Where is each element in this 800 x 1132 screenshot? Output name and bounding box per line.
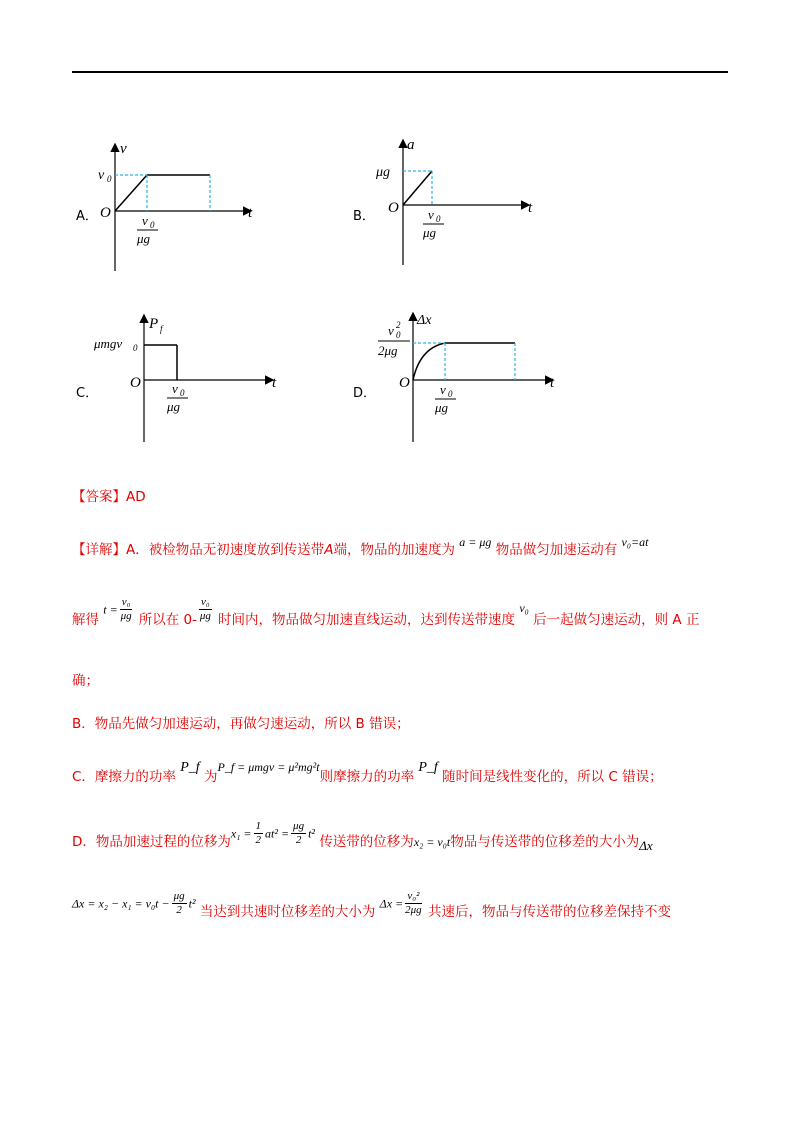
- graph-a-ylabel: v: [120, 141, 127, 157]
- graph-d-xtick-num: v: [440, 382, 446, 397]
- graph-b-ytick: μg: [376, 165, 391, 180]
- formula-v0-eq-at: v₀=at: [621, 535, 649, 549]
- fraction-v0-over-mug-2: $\frac{\text{v₀}}{\mu g}$: [199, 596, 211, 622]
- graph-a-origin: O: [100, 205, 111, 221]
- detail-text: 端，物品的加速度为: [333, 542, 455, 558]
- graph-b-origin: O: [388, 200, 399, 216]
- header-rule: [72, 71, 728, 73]
- detail-text: 随时间是线性变化的，所以 C 错误；: [442, 769, 663, 785]
- graph-a: [90, 135, 270, 275]
- option-d-label: D．: [353, 386, 377, 401]
- fraction-v0-over-mug: $\frac{\text{v₀}}{\mu g}$: [120, 596, 132, 622]
- graph-b-xlabel: t: [528, 200, 533, 216]
- formula-t-eq: t =: [103, 602, 118, 617]
- graph-a-xlabel: t: [248, 205, 253, 221]
- option-b-label: B．: [353, 209, 375, 224]
- detail-tag: 【详解】: [72, 542, 126, 558]
- detail-text: C．摩擦力的功率: [72, 769, 176, 785]
- answer-value: AD: [126, 489, 146, 505]
- answer-line: [72, 485, 146, 505]
- detail-text: 共速后，物品与传送带的位移差保持不变: [427, 903, 671, 920]
- graph-d-ytick-num: v: [388, 323, 394, 338]
- formula-x1-eq: x₁ =: [230, 826, 252, 841]
- graph-b-ramp: [403, 171, 432, 205]
- detail-text: 时间内，物品做匀加速直线运动，达到传送带速度: [218, 611, 516, 628]
- formula-dx-expression: Δx = x₂ − x₁ = v₀t −: [72, 896, 170, 911]
- graph-c-ylabel: P: [149, 316, 159, 332]
- detail-text: A．被检物品无初速度放到传送带: [126, 542, 325, 558]
- graph-c: [92, 308, 282, 448]
- detail-text: 传送带的位移为: [319, 833, 414, 850]
- graph-a-ramp: [115, 175, 147, 211]
- detail-text: D．物品加速过程的位移为: [72, 833, 231, 850]
- detail-line-6: [72, 820, 653, 853]
- fraction-v0sq-over-2mug: $\frac{\text{v₀²}}{2\mu g}$: [405, 890, 422, 916]
- detail-text: 后一起做匀速运动，则 A 正: [533, 611, 700, 628]
- option-c-label: C．: [76, 386, 99, 401]
- formula-pf-expression: P_f = μmgv = μ²mg²t: [217, 760, 320, 774]
- option-a-label: A．: [76, 209, 98, 224]
- formula-t2-b: t²: [188, 896, 196, 911]
- graph-d-ytick-num-sup: 2: [396, 320, 401, 330]
- graph-b-xtick-num: v: [428, 207, 434, 222]
- graph-d-xtick-den: μg: [435, 400, 449, 415]
- detail-line-4: B．物品先做匀加速运动，再做匀速运动，所以 B 错误；: [72, 716, 410, 732]
- detail-line-1: [72, 535, 649, 558]
- formula-a-eq-mug: a = μg: [459, 535, 492, 549]
- detail-text: A: [324, 542, 334, 558]
- fraction-mug-over-2-b: $\frac{\mu g}{2}$: [173, 890, 185, 916]
- detail-text: 物品做匀加速运动有: [495, 542, 618, 558]
- graph-c-xtick-num: v: [172, 381, 178, 396]
- graph-d-xlabel: t: [550, 375, 555, 391]
- graph-a-xtick-den: μg: [137, 231, 151, 246]
- formula-v0: v₀: [519, 600, 529, 615]
- detail-text: 则摩擦力的功率: [319, 769, 415, 785]
- detail-text: 为: [203, 769, 218, 785]
- detail-line-7: [72, 890, 671, 920]
- graph-b: [370, 135, 550, 275]
- formula-x2: x₂ = v₀t: [413, 834, 451, 849]
- graph-a-xtick-num-sub: 0: [150, 220, 155, 230]
- detail-text: 当达到共速时位移差的大小为: [199, 903, 376, 920]
- graph-b-xtick-den: μg: [423, 225, 437, 240]
- graph-d-ytick-num-sub: 0: [396, 330, 401, 340]
- graph-c-xtick-num-sub: 0: [180, 388, 185, 398]
- formula-pf: P_f: [180, 760, 200, 775]
- graph-a-xtick-num: v: [142, 213, 148, 228]
- graph-c-xtick-den: μg: [167, 399, 181, 414]
- graph-d: [370, 308, 560, 448]
- graph-c-ytick: μmgv: [94, 336, 123, 351]
- graph-b-ylabel: a: [407, 137, 415, 153]
- graph-c-xlabel: t: [272, 375, 277, 391]
- answer-tag: 【答案】: [72, 489, 126, 505]
- graph-d-curve: [413, 343, 445, 380]
- graph-d-ytick-den: 2μg: [378, 343, 398, 358]
- formula-t2: t²: [308, 826, 316, 841]
- detail-text: 所以在 0-: [138, 611, 198, 628]
- detail-line-2: [72, 596, 700, 628]
- fraction-half: $\frac{1}{2}$: [255, 820, 262, 846]
- fraction-mug-over-2: $\frac{\mu g}{2}$: [293, 820, 305, 846]
- graph-c-ytick-sub: 0: [133, 343, 138, 353]
- graph-d-xtick-num-sub: 0: [448, 389, 453, 399]
- graph-d-origin: O: [399, 375, 410, 391]
- graph-c-origin: O: [130, 375, 141, 391]
- formula-dx: Δx: [639, 837, 653, 853]
- graph-c-ylabel-sub: f: [160, 324, 163, 334]
- detail-text: 物品与传送带的位移差的大小为: [450, 833, 640, 850]
- formula-dx-eq: Δx =: [379, 896, 404, 911]
- detail-line-5: [72, 760, 663, 786]
- graph-d-ylabel: Δx: [417, 313, 432, 328]
- formula-pf-2: P_f: [418, 760, 438, 775]
- graph-a-ytick: v: [98, 168, 105, 183]
- detail-text: 解得: [72, 611, 99, 628]
- graph-b-xtick-num-sub: 0: [436, 214, 441, 224]
- graph-a-ytick-sub: 0: [107, 174, 112, 184]
- formula-at2: at² =: [265, 826, 290, 841]
- detail-line-3: 确；: [72, 673, 99, 689]
